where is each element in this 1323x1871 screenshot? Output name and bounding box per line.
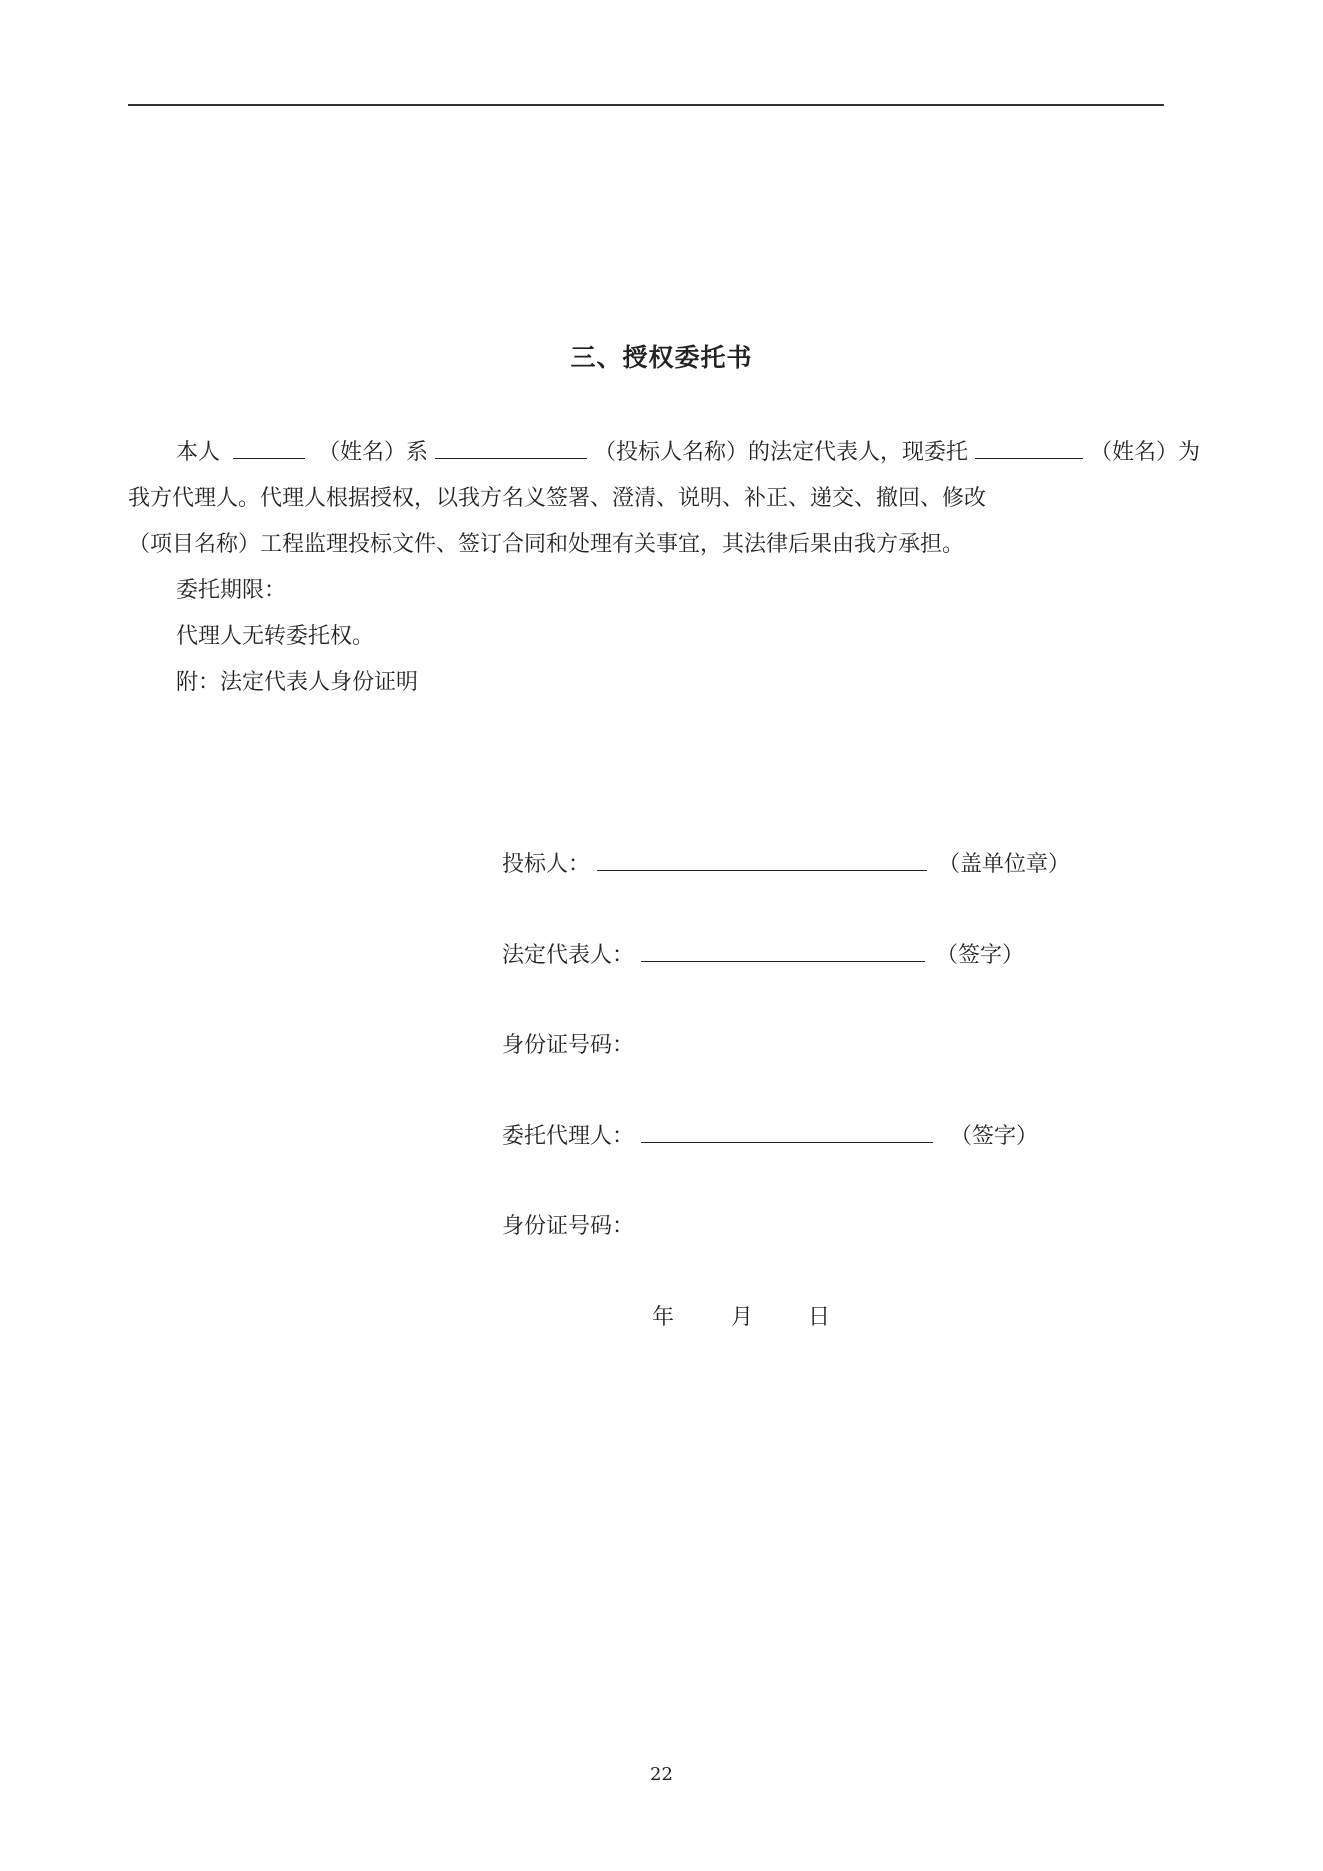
text-name-of: （姓名）系 [318,440,429,465]
bidder-note: （盖单位章） [938,852,1071,877]
bidder-signature-row [502,846,1070,878]
bidder-blank [597,846,927,871]
legal-rep-note: （签字） [936,943,1025,968]
term-line: 委托期限： [176,578,287,603]
document-body [128,430,1203,706]
bidder-name-blank [435,432,587,459]
agent-name-blank [975,432,1083,459]
bidder-label: 投标人： [502,852,591,877]
attachment-line: 附：法定代表人身份证明 [176,670,419,695]
agent-blank [641,1118,933,1143]
legal-rep-signature-row [502,937,1024,969]
legal-rep-label: 法定代表人： [502,943,635,968]
agent-note: （签字） [950,1124,1039,1149]
date-month: 月 [731,1305,754,1330]
name-blank [233,432,305,459]
agent-signature-row [502,1118,1038,1150]
id-label-2: 身份证号码： [502,1214,635,1239]
paragraph-line-1 [128,430,1203,476]
agent-label: 委托代理人： [502,1124,635,1149]
legal-rep-blank [641,937,925,962]
header-rule [128,104,1164,106]
paragraph-line-3: （项目名称）工程监理投标文件、签订合同和处理有关事宜，其法律后果由我方承担。 [128,532,965,557]
page-number: 22 [650,1764,673,1785]
text-ben-ren: 本人 [176,440,221,465]
id-number-row-1 [502,1028,634,1059]
id-number-row-2 [502,1209,634,1240]
id-label-1: 身份证号码： [502,1033,635,1058]
no-transfer-line: 代理人无转委托权。 [176,624,375,649]
date-row [652,1300,830,1331]
text-name-as: （姓名）为 [1090,440,1201,465]
text-legal-rep: （投标人名称）的法定代表人，现委托 [594,440,969,465]
page-title: 三、授权委托书 [570,343,753,372]
date-day: 日 [808,1305,831,1330]
paragraph-line-2: 我方代理人。代理人根据授权，以我方名义签署、澄清、说明、补正、递交、撤回、修改 [128,486,987,511]
date-year: 年 [652,1305,675,1330]
